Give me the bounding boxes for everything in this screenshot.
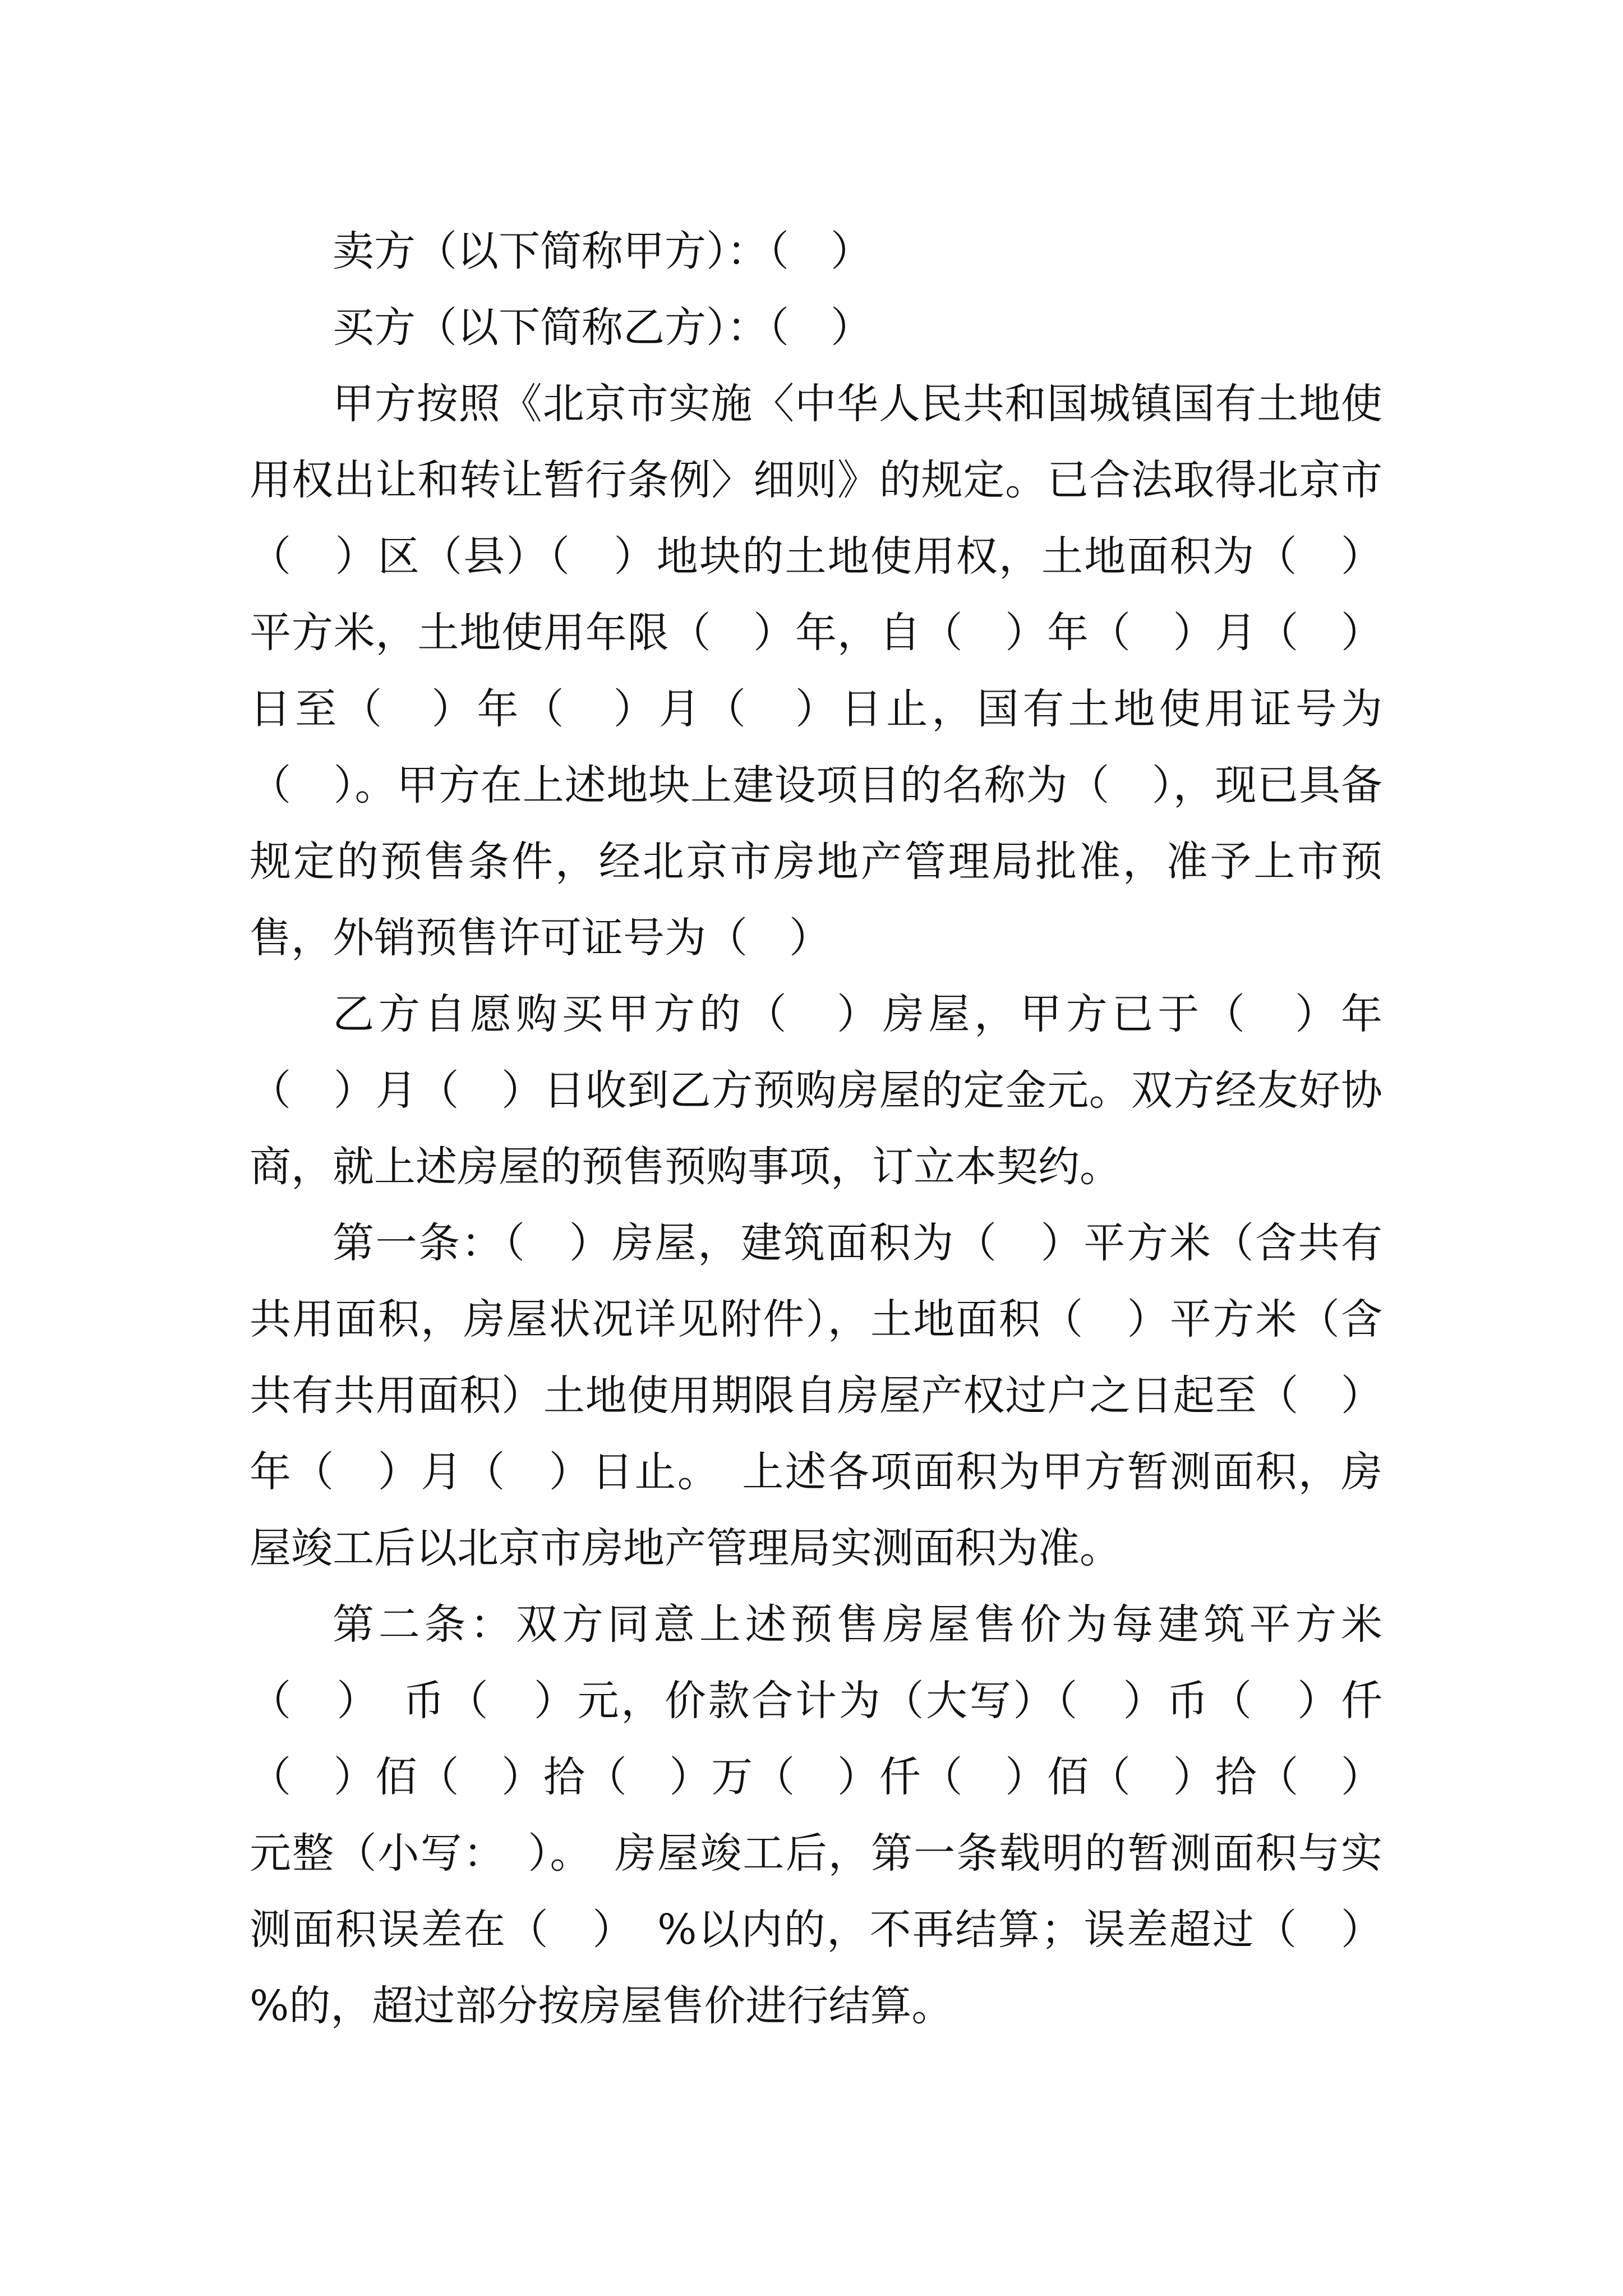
article-two: 第二条：双方同意上述预售房屋售价为每建筑平方米（ ） 币（ ）元，价款合计为（大写）（ ）币（ ）仟（ ）佰（ ）拾（ ）万（ ）仟（ ）佰（ ）拾（ ）元整（小写： ）。 房屋竣工后，第一条载明的暂测面积与实测面积误差在（ ） %以内的，不再结算；误差超过（ ）%的，超过部分按房屋售价进行结算。 <box>250 1600 1382 2030</box>
contract-body <box>250 213 1382 2044</box>
article-one: 第一条：（ ）房屋，建筑面积为（ ）平方米（含共有共用面积，房屋状况详见附件），土地面积（ ）平方米（含共有共用面积）土地使用期限自房屋产权过户之日起至（ ）年（ ）月（ ）日止。 上述各项面积为甲方暂测面积，房屋竣工后以北京市房地产管理局实测面积为准。 <box>250 1219 1382 1572</box>
purchase-intent-paragraph: 乙方自愿购买甲方的（ ）房屋，甲方已于（ ）年（ ）月（ ）日收到乙方预购房屋的定金元。双方经友好协商，就上述房屋的预售预购事项，订立本契约。 <box>250 990 1382 1191</box>
seller-line: 卖方（以下简称甲方）：（ ） <box>333 227 872 275</box>
buyer-line: 买方（以下简称乙方）：（ ） <box>333 303 872 352</box>
land-use-paragraph: 甲方按照《北京市实施〈中华人民共和国城镇国有土地使用权出让和转让暂行条例〉细则》的规定。已合法取得北京市（ ）区（县）（ ）地块的土地使用权，土地面积为（ ）平方米，土地使用年限（ ）年，自（ ）年（ ）月（ ）日至（ ）年（ ）月（ ）日止，国有土地使用证号为（ ）。甲方在上述地块上建设项目的名称为（ ），现已具备规定的预售条件，经北京市房地产管理局批准，准予上市预售，外销预售许可证号为（ ） <box>250 380 1382 962</box>
